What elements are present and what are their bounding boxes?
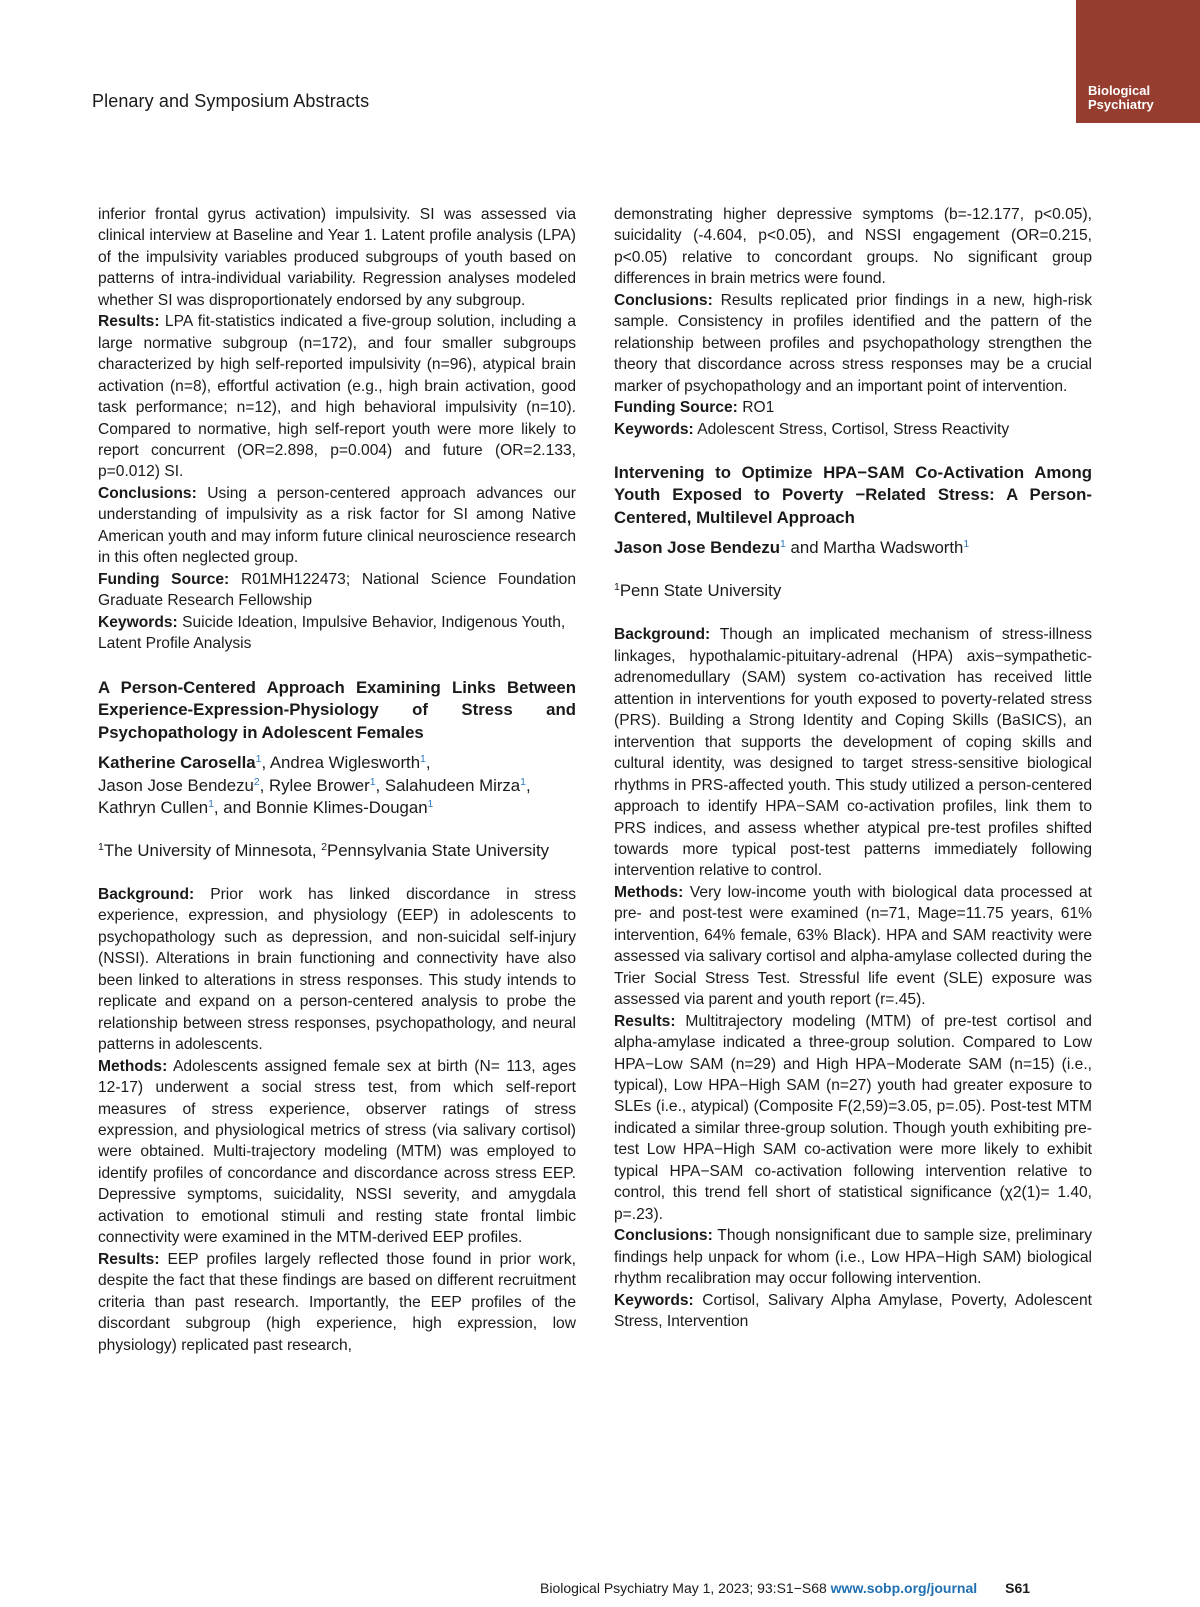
affiliation-text: Penn State University [619, 580, 782, 600]
conclusions-paragraph [614, 1225, 1092, 1289]
keywords-text: Suicide Ideation, Impulsive Behavior, Indigenous Youth, Latent Profile Analysis [98, 613, 566, 653]
abstract-title: Intervening to Optimize HPA−SAM Co-Activation Among Youth Exposed to Poverty −Related Stress: A Person-Centered, Multilevel Approach [614, 462, 1092, 527]
author-name: , Andrea Wiglesworth [261, 753, 421, 773]
conclusions-text: Using a person-centered approach advances our understanding of impulsivity as a risk factor for SI among Native American youth and may inform future clinical neuroscience research in this often neglected group. [98, 484, 576, 567]
conclusions-label: Conclusions: [614, 291, 713, 309]
keywords-paragraph [98, 612, 576, 655]
conclusions-label: Conclusions: [98, 484, 197, 502]
results-label: Results: [614, 1012, 676, 1030]
keywords-text: Cortisol, Salivary Alpha Amylase, Poverty, Adolescent Stress, Intervention [614, 1291, 1092, 1330]
affiliation-marker: 1 [520, 775, 526, 788]
background-paragraph [98, 884, 576, 1056]
author-name: and Martha Wadsworth [785, 538, 964, 558]
author-list: Katherine Carosella$^1$, Andrea Wiglesworth$^1$, Jason Jose Bendezu$^2$, Rylee Brower$^1$, Salahudeen Mirza$^1$, Kathryn Cullen$^1$, and Bonnie Klimes-Dougan$^1$ [98, 753, 531, 818]
author-name: , Salahudeen Mirza [375, 775, 521, 795]
affiliation-number: 1 [98, 840, 104, 853]
background-paragraph [614, 624, 1092, 881]
results-label: Results: [98, 1250, 160, 1268]
affiliations [614, 580, 1092, 603]
affiliation-text: The University of Minnesota, [103, 840, 322, 860]
author-name: Kathryn Cullen [98, 798, 209, 818]
background-label: Background: [98, 886, 195, 904]
author-name: Jason Jose Bendezu [614, 538, 781, 558]
author-name: , and Bonnie Klimes-Dougan [213, 798, 428, 818]
keywords-paragraph [614, 419, 1092, 440]
funding-paragraph [614, 397, 1092, 418]
conclusions-label: Conclusions: [614, 1227, 713, 1245]
funding-text: RO1 [737, 399, 775, 417]
funding-paragraph [98, 569, 576, 612]
affiliation-marker: 1 [369, 775, 376, 788]
brand-line-1: Biological [1088, 83, 1151, 98]
results-paragraph [614, 1011, 1092, 1226]
keywords-label: Keywords: [98, 613, 178, 631]
methods-text: Adolescents assigned female sex at birth (N= 113, ages 12-17) underwent a social stress test, from which self-report measures of stress experience, observer ratings of stress expression, and physiological metrics of stress (via salivary cortisol) were obtained. Multi-trajectory modeling (MTM) was employed to identify profiles of concordance and discordance across stress EEP. Depressive symptoms, suicidality, NSSI severity, and amygdala activation to emotional stimuli and resting state frontal limbic connectivity were examined in the MTM-derived EEP profiles. [98, 1057, 576, 1247]
keywords-paragraph [614, 1290, 1092, 1333]
journal-url-link[interactable]: www.sobp.org/journal [830, 1580, 978, 1596]
journal-brand-text [1088, 84, 1154, 112]
left-column [98, 204, 576, 1356]
continued-methods-text: inferior frontal gyrus activation) impulsivity. SI was assessed via clinical interview at Baseline and Year 1. Latent profile analysis (LPA) of the impulsivity variables produced subgroups of youth based on patterns of intra-individual variability. Regression analyses modeled whether SI was disproportionately endorsed by any subgroup. [98, 206, 576, 309]
background-text: Prior work has linked discordance in stress experience, expression, and physiology (EEP) in adolescents to psychopathology such as depression, and non-suicidal self-injury (NSSI). Alterations in brain functioning and connectivity have also been linked to alterations in stress responses. This study intends to replicate and expand on a person-centered analysis to probe the relationship between stress responses, psychopathology, and neural patterns in adolescents. [98, 886, 576, 1054]
author-name: , Rylee Brower [259, 775, 370, 795]
results-text: EEP profiles largely reflected those found in prior work, despite the fact that these findings are based on different recruitment criteria than past research. Importantly, the EEP profiles of the discordant subgroup (high experience, high expression, low physiology) replicated past research, [98, 1250, 576, 1354]
brand-line-2: Psychiatry [1088, 97, 1154, 112]
right-column [614, 204, 1092, 1332]
abstract-title: A Person-Centered Approach Examining Links Between Experience-Expression-Physiology of Stress and Psychopathology in Adolescent Females [98, 677, 576, 742]
results-text: Multitrajectory modeling (MTM) of pre-test cortisol and alpha-amylase indicated a three-group solution. Compared to Low HPA−Low SAM (n=29) and High HPA−Moderate SAM (n=15) (i.e., typical), Low HPA−High SAM (n=27) youth had greater exposure to SLEs (i.e., atypical) (Composite F(2,59)=3.05, p=.05). Post-test MTM indicated a similar three-group solution. Though youth exhibiting pre-test Low HPA−High SAM co-activation were more likely to exhibit typical HPA−SAM co-activation following intervention relative to control, this trend fell short of statistical significance (χ2(1)= 1.40, p=.23). [614, 1012, 1092, 1223]
affiliation-number: 1 [614, 580, 620, 593]
affiliation-marker: 2 [253, 775, 260, 788]
funding-label: Funding Source: [98, 570, 230, 588]
footer-citation: Biological Psychiatry May 1, 2023; 93:S1−S68 [540, 1580, 831, 1596]
results-label: Results: [98, 313, 160, 331]
section-header: Plenary and Symposium Abstracts [92, 91, 370, 111]
page-footer [540, 1580, 1030, 1596]
conclusions-text: Though nonsignificant due to sample size, preliminary findings help unpack for whom (i.e., Low HPA−High SAM) biological rhythm recalibration may occur following intervention. [614, 1227, 1092, 1288]
methods-paragraph [614, 882, 1092, 1011]
keywords-text: Adolescent Stress, Cortisol, Stress Reactivity [693, 420, 1010, 438]
keywords-label: Keywords: [614, 420, 694, 438]
affiliation-marker: 1 [963, 538, 970, 551]
methods-label: Methods: [614, 883, 684, 901]
affiliations [98, 840, 576, 863]
methods-text: Very low-income youth with biological data processed at pre- and post-test were examined (n=71, Mage=11.75 years, 61% intervention, 64% female, 63% Black). HPA and SAM reactivity were assessed via salivary cortisol and alpha-amylase collected during the Trier Social Stress Test. Stressful life event (SLE) exposure was assessed via parent and youth report (r=.45). [614, 883, 1092, 1009]
conclusions-paragraph [614, 290, 1092, 397]
funding-label: Funding Source: [614, 399, 738, 417]
conclusions-paragraph [98, 483, 576, 569]
affiliation-number: 2 [321, 840, 327, 853]
affiliation-marker: 1 [780, 538, 786, 551]
affiliation-marker: 1 [208, 798, 214, 811]
journal-brand-tab [1076, 0, 1200, 123]
keywords-label: Keywords: [614, 1291, 694, 1309]
page-number: S61 [1005, 1580, 1031, 1596]
results-paragraph [98, 1249, 576, 1356]
author-list [614, 537, 1092, 560]
affiliation-marker: 1 [255, 753, 262, 766]
background-label: Background: [614, 626, 711, 644]
methods-label: Methods: [98, 1057, 168, 1075]
affiliation-marker: 1 [427, 798, 434, 811]
funding-text: R01MH122473; National Science Foundation Graduate Research Fellowship [98, 570, 576, 610]
author-name: Jason Jose Bendezu [98, 775, 254, 795]
affiliation-marker: 1 [420, 753, 426, 766]
conclusions-text: Results replicated prior findings in a new, high-risk sample. Consistency in profiles identified and the pattern of the relationship between profiles and psychopathology strengthen the theory that discordance across stress responses may be a crucial marker of psychopathology and an important point of intervention. [614, 291, 1092, 395]
author-name: Katherine Carosella [98, 753, 256, 773]
affiliation-text: Pennsylvania State University [327, 840, 549, 860]
results-text: LPA fit-statistics indicated a five-group solution, including a large normative subgroup (n=172), and four smaller subgroups characterized by high self-reported impulsivity (n=96), atypical brain activation (n=8), effortful activation (e.g., high brain activation, good task performance; n=12), and high behavioral impulsivity (n=10). Compared to normative, high self-report youth were more likely to report concurrent (OR=2.898, p=0.004) and future (OR=2.133, p=0.012) SI. [98, 313, 576, 481]
continued-results-text: demonstrating higher depressive symptoms (b=-12.177, p<0.05), suicidality (-4.604, p<0.05), and NSSI engagement (OR=0.215, p<0.05) relative to concordant groups. No significant group differences in brain metrics were found. [614, 206, 1092, 288]
results-paragraph [98, 311, 576, 483]
methods-paragraph [98, 1056, 576, 1249]
background-text: Though an implicated mechanism of stress-illness linkages, hypothalamic-pituitary-adrenal (HPA) axis−sympathetic-adrenomedullary (SAM) system co-activation has received little attention in interventions for youth exposed to poverty-related stress (PRS). Building a Strong Identity and Coping Skills (BaSICS), an intervention that supports the development of coping skills and cultural identity, was designed to target stress-sensitive biological rhythms in PRS-affected youth. This study utilized a person-centered approach to identify HPA−SAM co-activation profiles, link them to PRS indices, and assess whether atypical pre-test profiles shifted towards more typical post-test patterns immediately following intervention relative to control. [614, 626, 1092, 880]
